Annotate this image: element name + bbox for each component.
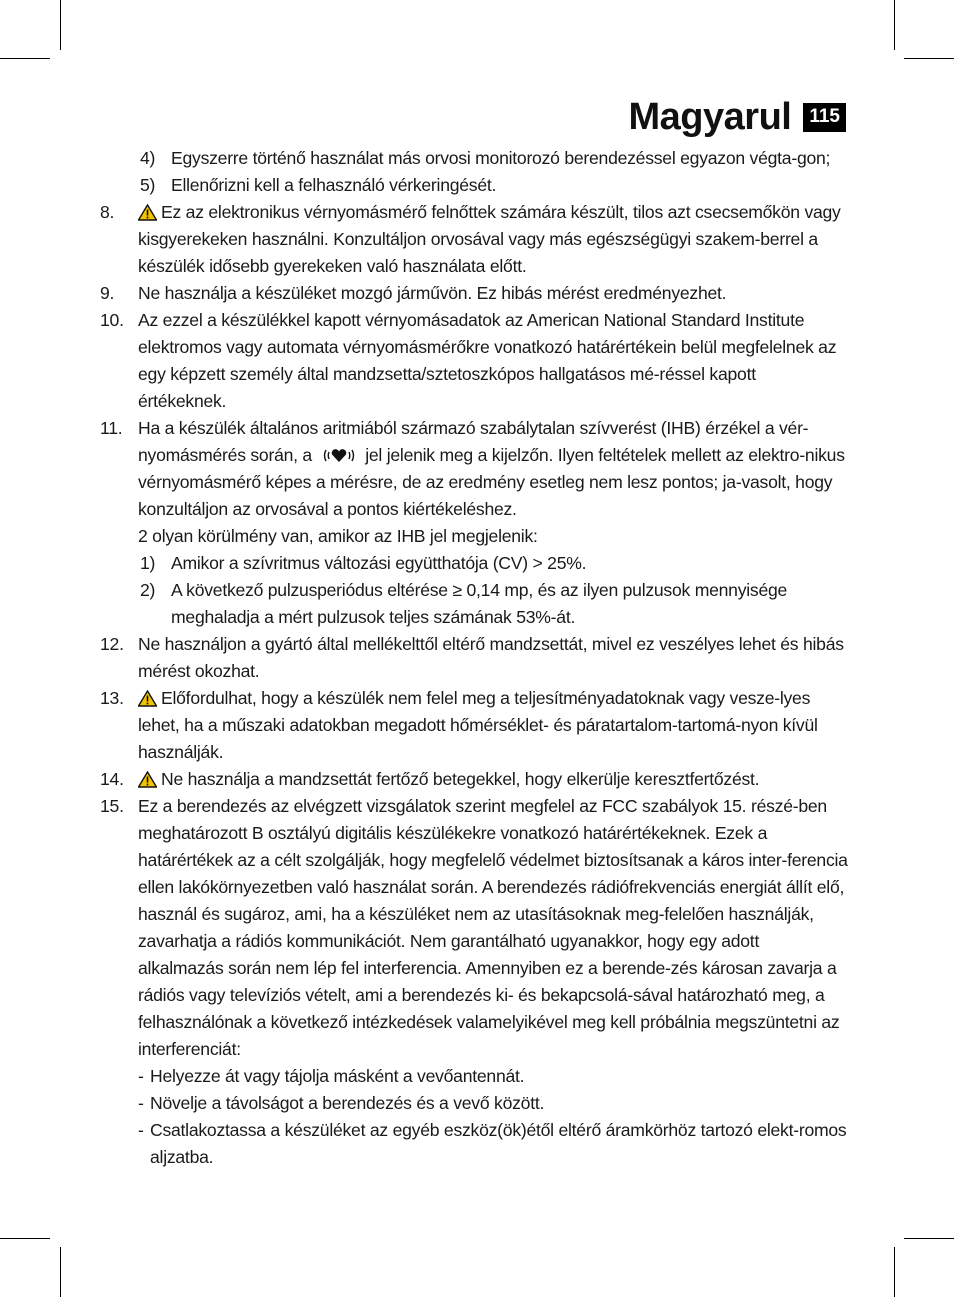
list-number: 10.	[100, 310, 124, 330]
list-item	[100, 766, 848, 793]
bullet-text: Csatlakoztassa a készüléket az egyéb eszköz(ök)étől eltérő áramkörhöz tartozó elekt-romos aljzatba.	[150, 1120, 847, 1167]
list-number: 12.	[100, 634, 124, 654]
list-item	[100, 172, 848, 199]
warning-triangle-icon	[138, 690, 157, 707]
list-item-text: A következő pulzusperiódus eltérése ≥ 0,14 mp, és az ilyen pulzusok mennyisége meghaladja a mért pulzusok teljes számának 53%-át.	[171, 580, 788, 627]
crop-mark	[904, 58, 954, 59]
list-item-text: Ez a berendezés az elvégzett vizsgálatok szerint megfelel az FCC szabályok 15. részé-ben meghatározott B osztályú digitális készülékekre vonatkozó határértékeknek. Ezek a határértékek az a célt szolgálják, hogy megfelelő védelmet biztosítsanak a káros inter-ferencia ellen lakókörnyezetben való használat során. A berendezés rádiófrekvenciás energiát állít elő, használ és sugároz, ami, ha a készüléket nem az utasításoknak meg-felelően használják, zavarhatja a rádiós kommunikációt. Nem garantálható ugyanakkor, hogy egy adott alkalmazás során nem lép fel interferencia. Amennyiben ez a berende-zés károsan zavarja a rádiós vagy televíziós vételt, ami a berendezés ki- és bekapcsolá-sával határozható meg, a felhasználónak a következő intézkedések valamelyikével meg kell próbálnia megszüntetni az interferenciát:	[138, 796, 848, 1059]
bullet-item	[100, 1063, 848, 1090]
list-number: 8.	[100, 202, 115, 222]
list-marker: 4)	[140, 148, 156, 168]
irregular-heartbeat-icon	[319, 447, 359, 464]
list-item-text: Ne használja a mandzsettát fertőző betegekkel, hogy elkerülje keresztfertőzést.	[161, 769, 760, 789]
list-number: 9.	[100, 283, 115, 303]
list-item-text: Ne használja a készüléket mozgó járművön. Ez hibás mérést eredményezhet.	[138, 283, 727, 303]
list-item	[100, 415, 848, 523]
list-number: 11.	[100, 418, 123, 438]
crop-mark	[0, 1238, 50, 1239]
warning-triangle-icon	[138, 771, 157, 788]
list-item	[100, 307, 848, 415]
list-item-text: Az ezzel a készülékkel kapott vérnyomásadatok az American National Standard Institute elektromos vagy automata vérnyomásmérőkre vonatkozó határértékein belül megfelelnek az egy képzett személy által mandzsetta/sztetoszkópos hallgatásos mé-réssel kapott értékeknek.	[138, 310, 837, 411]
list-item	[100, 550, 848, 577]
bullet-marker: -	[138, 1066, 144, 1086]
crop-mark	[894, 1247, 895, 1297]
list-item-text: Előfordulhat, hogy a készülék nem felel meg a teljesítményadatoknak vagy vesze-lyes lehet, ha a műszaki adatokban megadott hőmérséklet- és páratartalom-tartomá-nyon kívül használják.	[138, 688, 818, 762]
bullet-text: Helyezze át vagy tájolja másként a vevőantennát.	[150, 1066, 525, 1086]
list-item-text: Ne használjon a gyártó által mellékelttől eltérő mandzsettát, mivel ez veszélyes lehet és hibás mérést okozhat.	[138, 634, 844, 681]
list-item	[100, 280, 848, 307]
bullet-item	[100, 1090, 848, 1117]
document-body	[100, 145, 848, 1171]
list-number: 14.	[100, 769, 124, 789]
list-item-text: Egyszerre történő használat más orvosi monitorozó berendezéssel egyazon végta-gon;	[171, 148, 831, 168]
page-title: Magyarul	[628, 96, 792, 138]
crop-mark	[60, 1247, 61, 1297]
list-item-text: Ha a készülék általános aritmiából származó szabálytalan szívverést (IHB) érzékel a vér-nyomásmérés során, a	[138, 418, 809, 465]
list-item	[100, 793, 848, 1063]
bullet-marker: -	[138, 1120, 144, 1140]
warning-triangle-icon	[138, 204, 157, 221]
paragraph: 2 olyan körülmény van, amikor az IHB jel megjelenik:	[138, 526, 538, 546]
list-marker: 2)	[140, 580, 156, 600]
list-item	[100, 685, 848, 766]
crop-mark	[60, 0, 61, 50]
crop-mark	[0, 58, 50, 59]
page-number: 115	[803, 103, 846, 132]
list-item-text: Ellenőrizni kell a felhasználó vérkeringését.	[171, 175, 497, 195]
page-header	[629, 96, 846, 139]
crop-mark	[894, 0, 895, 50]
crop-mark	[904, 1238, 954, 1239]
list-number: 15.	[100, 796, 124, 816]
bullet-marker: -	[138, 1093, 144, 1113]
bullet-item	[100, 1117, 848, 1171]
list-marker: 5)	[140, 175, 156, 195]
list-item	[100, 145, 848, 172]
list-marker: 1)	[140, 553, 156, 573]
list-item-text: Amikor a szívritmus változási együtthatója (CV) > 25%.	[171, 553, 587, 573]
list-item-text: jel jelenik meg a kijelzőn. Ilyen feltételek mellett az elektro-nikus vérnyomásmérő képes a mérésre, de az eredmény esetleg nem lesz pontos; ja-vasolt, hogy konzultáljon az orvosával a pontos kiértékeléshez.	[138, 445, 845, 519]
list-item-text: Ez az elektronikus vérnyomásmérő felnőttek számára készült, tilos azt csecsemőkön vagy kisgyerekeken használni. Konzultáljon orvosával vagy más egészségügyi szakem-berrel a készülék idősebb gyerekeken való használata előtt.	[138, 202, 841, 276]
list-item	[100, 577, 848, 631]
list-item	[100, 199, 848, 280]
list-number: 13.	[100, 688, 124, 708]
list-item	[100, 631, 848, 685]
bullet-text: Növelje a távolságot a berendezés és a vevő között.	[150, 1093, 545, 1113]
